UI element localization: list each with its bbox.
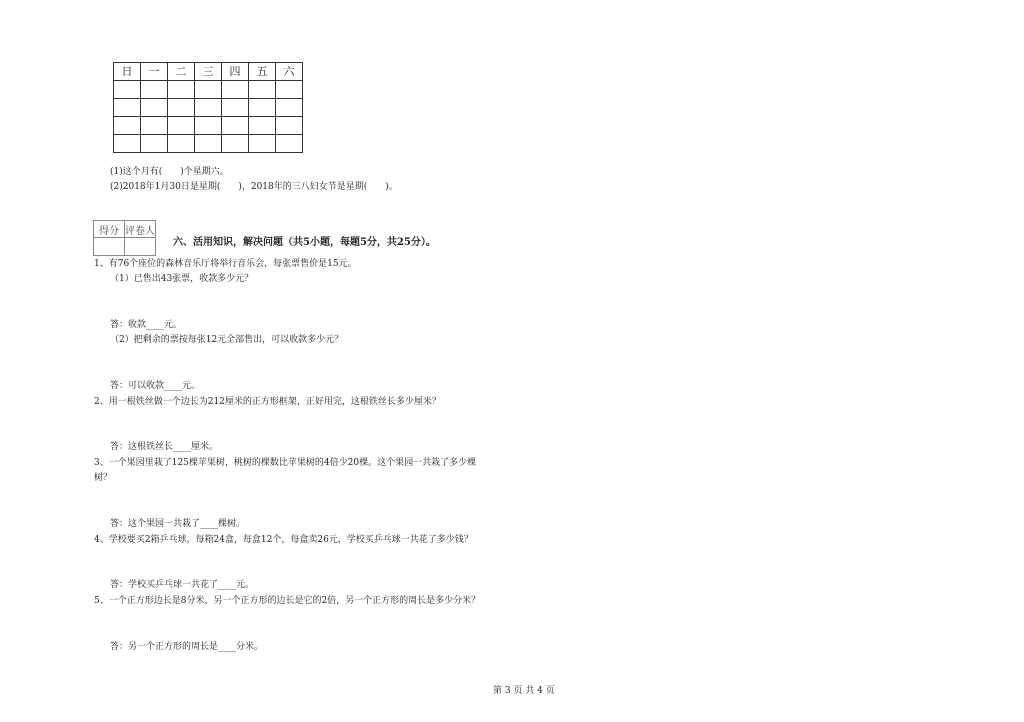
question-1-part-2: （2）把剩余的票按每张12元全部售出，可以收款多少元？ [110, 335, 344, 345]
calendar-cell [195, 99, 222, 117]
calendar-cell [222, 81, 249, 99]
calendar-cell [195, 117, 222, 135]
answer-2: 答：这根铁丝长____厘米。 [110, 442, 219, 452]
calendar-table [113, 62, 303, 153]
grader-cell [125, 238, 156, 256]
calendar-cell [168, 135, 195, 153]
calendar-header-cell: 六 [276, 63, 303, 81]
calendar-cell [195, 135, 222, 153]
calendar-header-cell: 一 [141, 63, 168, 81]
question-1: 1、有76个座位的森林音乐厅将举行音乐会，每张票售价是15元。 [94, 259, 357, 269]
calendar-cell [114, 99, 141, 117]
calendar-question-2: (2)2018年1月30日是星期( )，2018年的三八妇女节是星期( )。 [110, 182, 398, 192]
calendar-row [114, 135, 303, 153]
calendar-cell [168, 81, 195, 99]
answer-3: 答：这个果园一共栽了____棵树。 [110, 519, 246, 529]
calendar-cell [276, 135, 303, 153]
page-number: 第 3 页 共 4 页 [493, 686, 555, 696]
calendar-cell [276, 117, 303, 135]
answer-1-part-2: 答：可以收款____元。 [110, 381, 201, 391]
calendar-header-cell: 四 [222, 63, 249, 81]
calendar-cell [249, 117, 276, 135]
calendar-header-cell: 三 [195, 63, 222, 81]
calendar-cell [141, 135, 168, 153]
calendar-cell [195, 81, 222, 99]
calendar-cell [114, 135, 141, 153]
answer-4: 答：学校买乒乓球一共花了____元。 [110, 580, 255, 590]
calendar-header-row [114, 63, 303, 81]
question-3-continued: 树？ [94, 473, 113, 483]
calendar-question-1: (1)这个月有( )个星期六。 [110, 167, 229, 177]
calendar-cell [141, 81, 168, 99]
calendar-cell [249, 135, 276, 153]
calendar-cell [249, 99, 276, 117]
calendar-cell [222, 99, 249, 117]
calendar-cell [249, 81, 276, 99]
calendar-cell [222, 117, 249, 135]
calendar-cell [141, 117, 168, 135]
calendar-cell [114, 117, 141, 135]
answer-5: 答：另一个正方形的周长是____分米。 [110, 642, 264, 652]
score-cell [94, 238, 125, 256]
calendar-row [114, 99, 303, 117]
question-1-part-1: （1）已售出43张票，收款多少元？ [110, 274, 254, 284]
calendar-row [114, 117, 303, 135]
question-5: 5、一个正方形边长是8分米，另一个正方形的边长是它的2倍，另一个正方形的周长是多少分米？ [94, 596, 481, 606]
calendar-header-cell: 二 [168, 63, 195, 81]
score-box [93, 220, 156, 256]
section-title: 六、活用知识，解决问题（共5小题，每题5分，共25分）。 [173, 237, 436, 248]
calendar-header-cell: 日 [114, 63, 141, 81]
calendar-cell [141, 99, 168, 117]
grader-label: 评卷人 [125, 221, 156, 238]
answer-1-part-1: 答：收款____元。 [110, 320, 183, 330]
calendar-cell [114, 81, 141, 99]
calendar-header-cell: 五 [249, 63, 276, 81]
calendar-cell [222, 135, 249, 153]
calendar-cell [276, 81, 303, 99]
score-label: 得分 [94, 221, 125, 238]
calendar-cell [276, 99, 303, 117]
question-4: 4、学校要买2箱乒乓球，每箱24盒，每盒12个，每盒卖26元，学校买乒乓球一共花了多少钱？ [94, 535, 473, 545]
question-2: 2、用一根铁丝做一个边长为212厘米的正方形框架，正好用完，这根铁丝长多少厘米？ [94, 397, 441, 407]
calendar-cell [168, 99, 195, 117]
calendar-cell [168, 117, 195, 135]
calendar-row [114, 81, 303, 99]
question-3: 3、一个果园里栽了125棵苹果树，桃树的棵数比苹果树的4倍少20棵。这个果园一共栽了多少棵 [94, 458, 477, 468]
